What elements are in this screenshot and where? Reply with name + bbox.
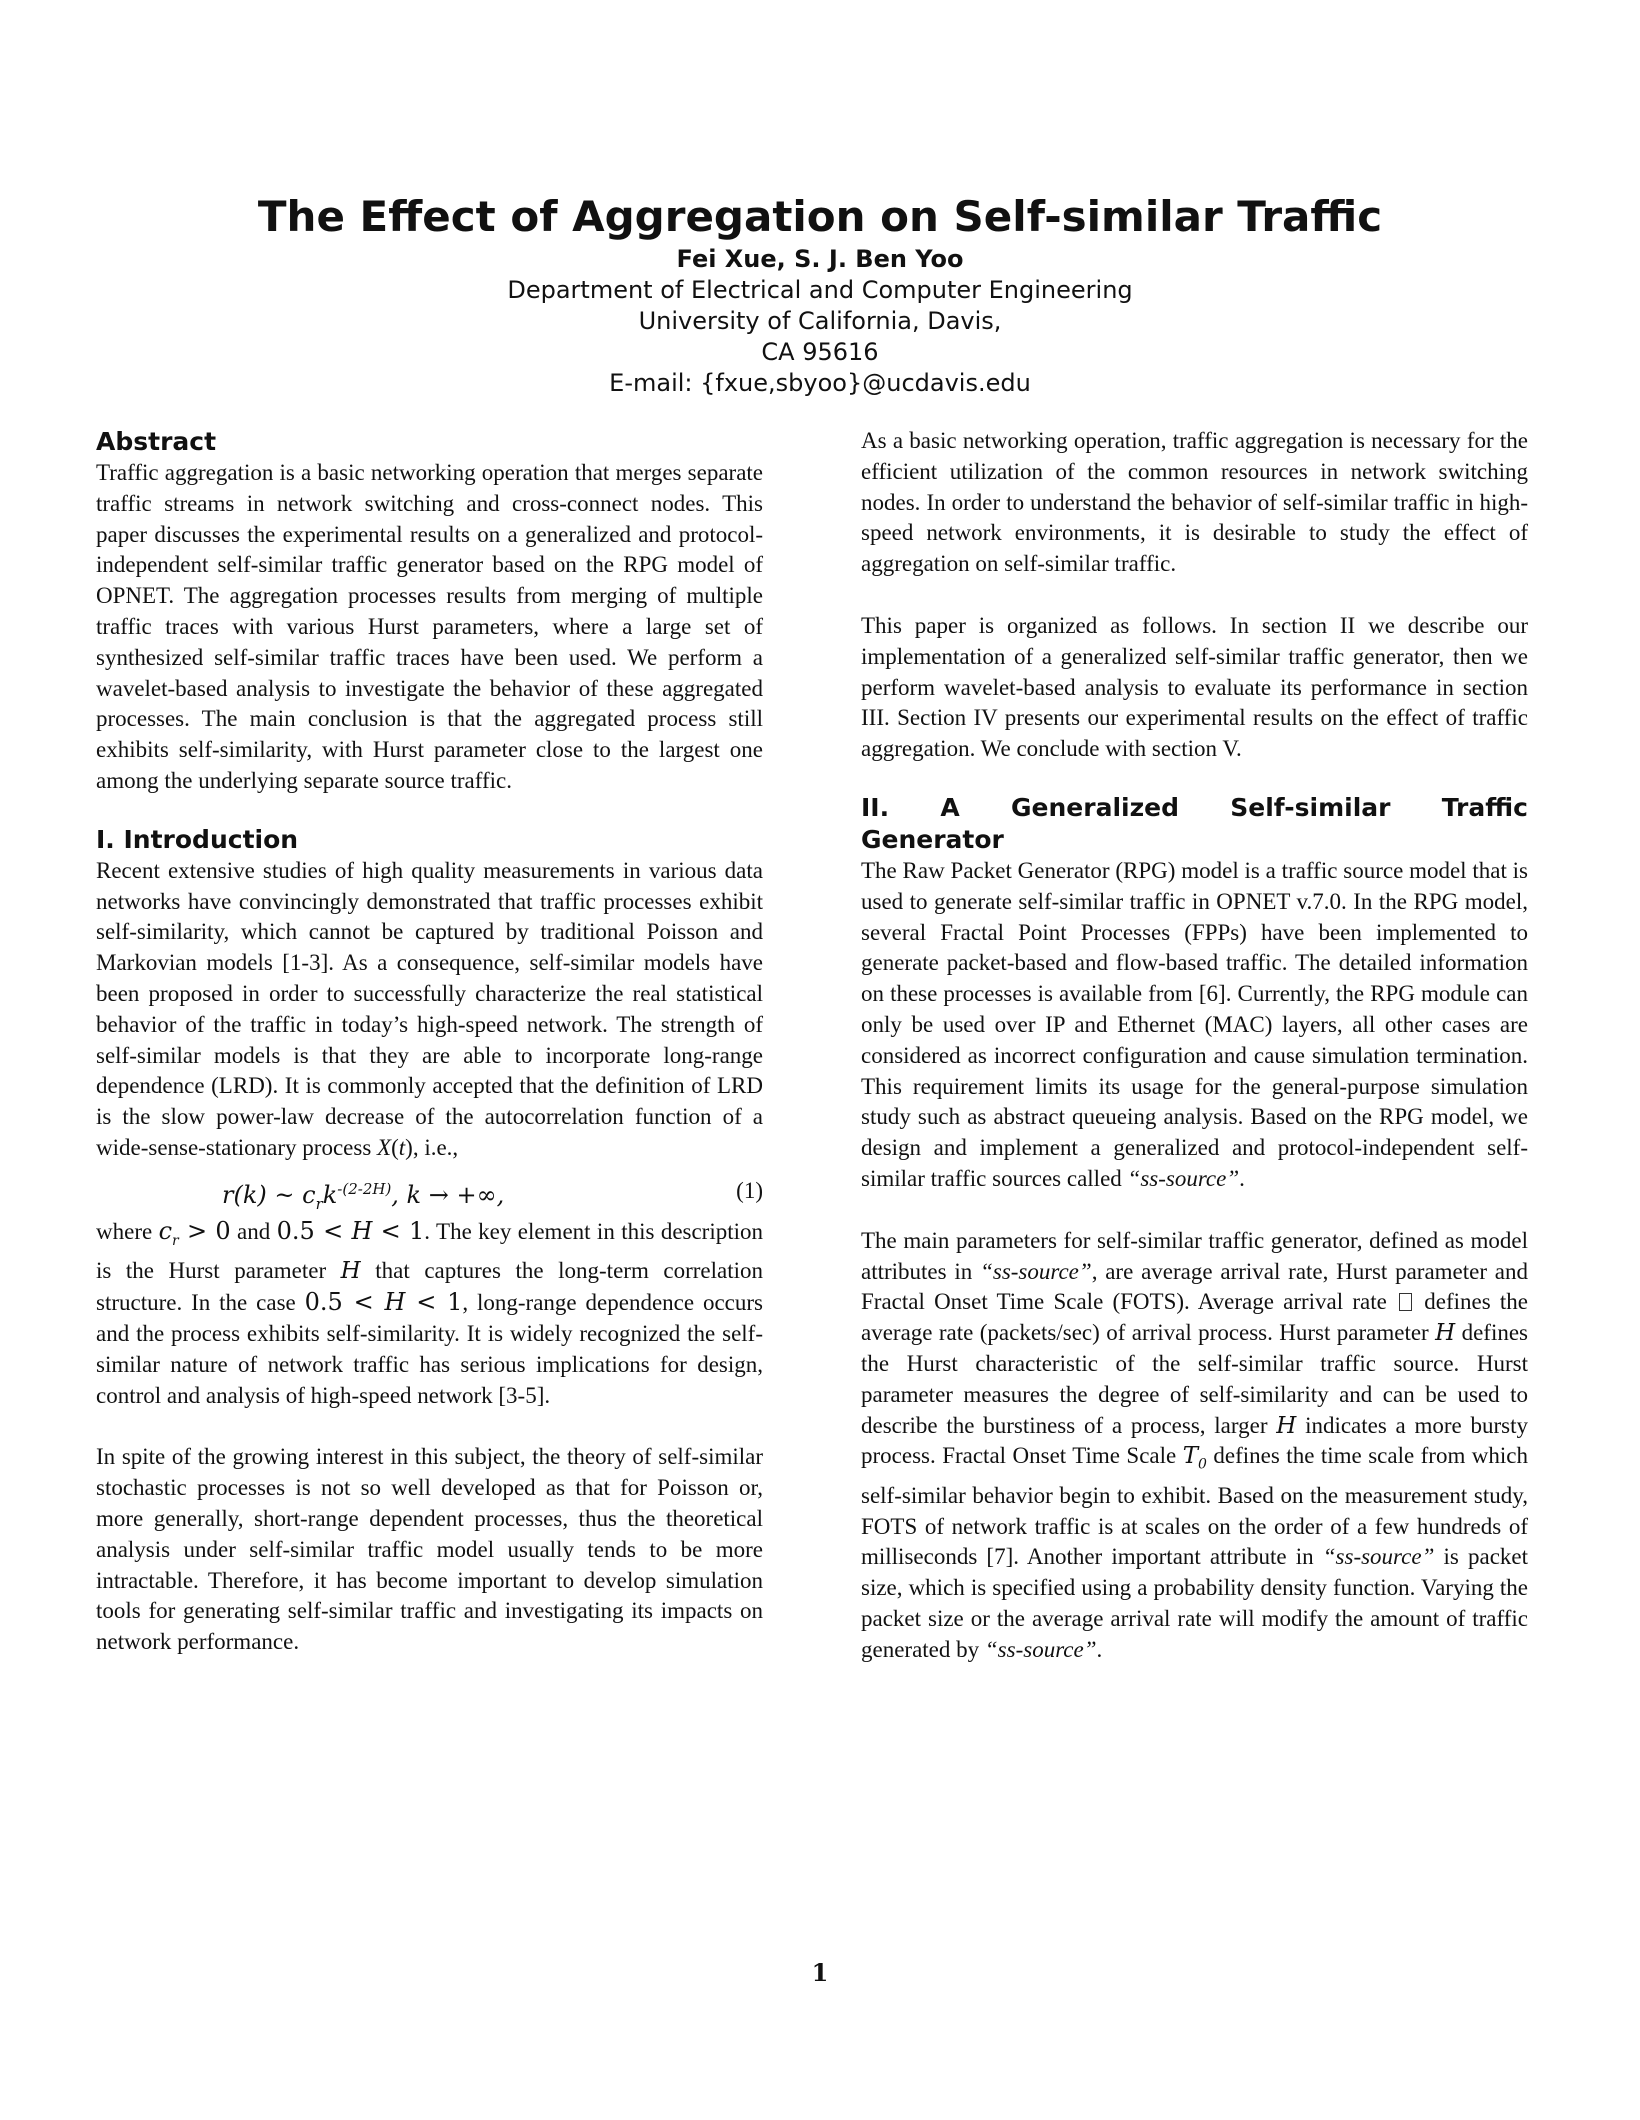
affiliation-department: Department of Electrical and Computer Engineering (507, 276, 1133, 304)
missing-glyph-icon (1399, 1293, 1412, 1311)
section-2-heading: II. A Generalized Self-similar Traffic (861, 792, 1528, 822)
equation-1-expression: r(k) ~ $c_rk^{-(2-2H)}$, k → +∞, (222, 1179, 505, 1213)
abstract-text: Traffic aggregation is a basic networking operation that merges separate traffic streams in network switching and cross-connect nodes. This paper discusses the experimental results on a generalized and protocol-independent self-similar traffic generator based on the RPG model of OPNET. The aggregation processes results from merging of multiple traffic traces with various Hurst parameters, where a large set of synthesized self-similar traffic traces have been used. We perform a wavelet-based analysis to investigate the behavior of these aggregated processes. The main conclusion is that the aggregated process still exhibits self-similarity, with Hurst parameter close to the largest one among the underlying separate source traffic. (96, 460, 763, 793)
intro-paragraph-3: In spite of the growing interest in this subject, the theory of self-similar stochastic processes is not so well developed as that for Poisson or, more generally, short-range dependent processes, thus the theoretical analysis under self-similar traffic model usually tends to be more intractable. Therefore, it has become important to develop simulation tools for generating self-similar traffic and investigating its impacts on network performance. (96, 1444, 763, 1655)
paper-title: The Effect of Aggregation on Self-similar Traffic (257, 192, 1383, 241)
affiliation-email: E-mail: {fxue,sbyoo}@ucdavis.edu (609, 369, 1031, 397)
math-h-range-2: 0.5 < H < 1 (304, 1288, 463, 1317)
math-t0: $T_0$ (1182, 1443, 1207, 1473)
right-paragraph-2: This paper is organized as follows. In section II we describe our implementation of a generalized self-similar traffic generator, then we perform wavelet-based analysis to evaluate its performance in section III. Section IV presents our experimental results on the effect of traffic aggregation. We conclude with section V. (861, 612, 1528, 762)
page-number: 1 (811, 1958, 829, 1987)
math-h-range: 0.5 < H < 1 (276, 1216, 425, 1245)
equation-1 (96, 1168, 763, 1216)
right-paragraph-1: As a basic networking operation, traffic aggregation is necessary for the efficient utilization of the common resources in network switching nodes. In order to understand the behavior of self-similar traffic in high-speed network environments, it is desirable to study the effect of aggregation on self-similar traffic. (861, 428, 1528, 577)
title-block (0, 192, 1640, 399)
intro-paragraph-1: Recent extensive studies of high quality measurements in various data networks have convincingly demonstrated that traffic processes exhibit self-similarity, which cannot be captured by traditional Poisson and Markovian models [1-3]. As a consequence, self-similar models have been proposed in order to successfully characterize the real statistical behavior of the traffic in today’s high-speed network. The strength of self-similar models is that they are able to incorporate long-range dependence (LRD). It is commonly accepted that the definition of LRD is the slow power-law decrease of the autocorrelation function of a wide-sense-stationary process X(t), i.e., (96, 857, 763, 1160)
introduction-heading: I. Introduction (96, 824, 299, 854)
abstract-heading: Abstract (96, 427, 217, 456)
right-column (861, 426, 1528, 1665)
equation-1-number: (1) (736, 1177, 763, 1203)
affiliation-zip: CA 95616 (761, 338, 879, 366)
affiliation-university: University of California, Davis, (638, 307, 1002, 335)
section-2-paragraph-2: The main parameters for self-similar traffic generator, defined as model attributes in “ss-source”, are average arrival rate, Hurst parameter and Fractal Onset Time Scale (FOTS). Average arrival rate defines the average rate (packets/sec) of arrival process. Hurst parameter H defines the Hurst characteristic of the self-similar traffic source. Hurst parameter measures the degree of self-similarity and can be used to describe the burstiness of a process, larger H indicates a more bursty process. Fractal Onset Time Scale $T_0$ defines the time scale from which self-similar behavior begin to exhibit. Based on the measurement study, FOTS of network traffic is at scales on the order of a few hundreds of milliseconds [7]. Another important attribute in “ss-source” is packet size, which is specified using a probability density function. Varying the packet size or the average arrival rate will modify the amount of traffic generated by “ss-source”. (861, 1227, 1529, 1662)
intro-paragraph-2: where $c_r > 0$ and 0.5 < H < 1. The key element in this description is the Hurst parameter H that captures the long-term correlation structure. In the case 0.5 < H < 1, long-range dependence occurs and the process exhibits self-similarity. It is widely recognized the self-similar nature of network traffic has serious implications for design, control and analysis of high-speed network [3-5]. (96, 1216, 764, 1408)
math-cr-positive: $c_r > 0$ (158, 1216, 231, 1249)
section-2-paragraph-1: The Raw Packet Generator (RPG) model is a traffic source model that is used to generate self-similar traffic in OPNET v.7.0. In the RPG model, several Fractal Point Processes (FPPs) have been implemented to generate packet-based and flow-based traffic. The detailed information on these processes is available from [6]. Currently, the RPG module can only be used over IP and Ethernet (MAC) layers, all other cases are considered as incorrect configuration and cause simulation termination. This requirement limits its usage for the general-purpose simulation study such as abstract queueing analysis. Based on the RPG model, we design and implement a generalized and protocol-independent self-similar traffic sources called “ss-source”. (861, 857, 1528, 1191)
authors: Fei Xue, S. J. Ben Yoo (676, 245, 964, 273)
left-column (96, 426, 763, 1658)
section-2-heading-line-2: Generator (861, 824, 1004, 854)
